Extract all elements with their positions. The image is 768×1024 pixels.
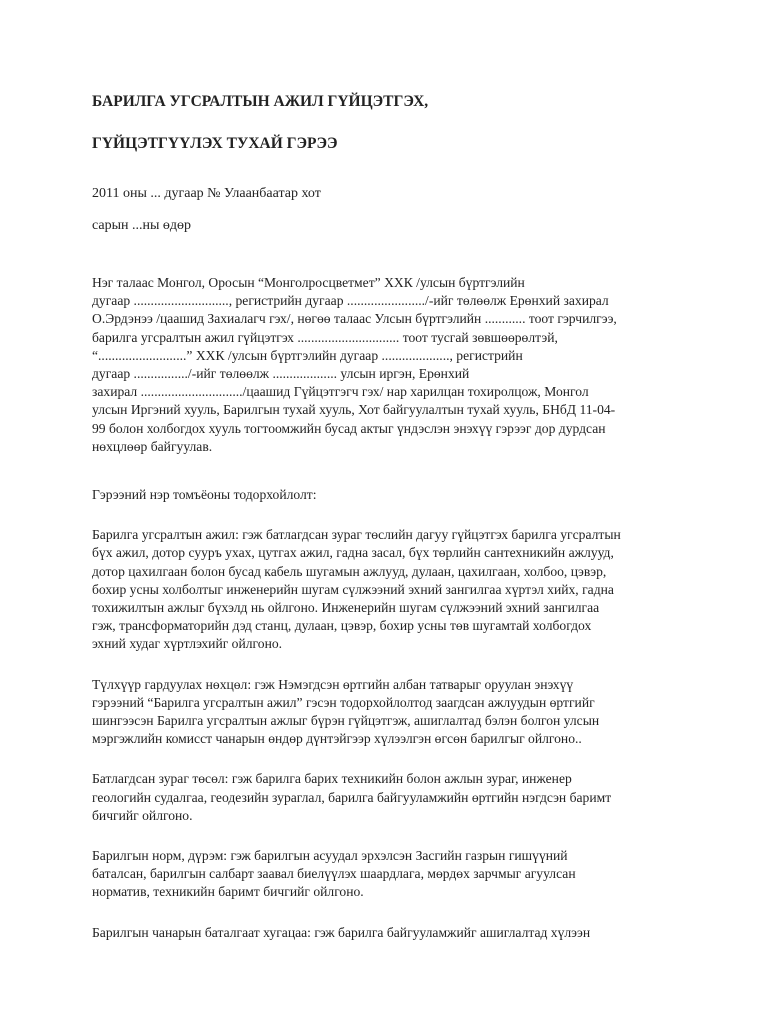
building-norms-definition [92, 847, 682, 902]
warranty-definition [92, 924, 682, 942]
text-line: Барилгын чанарын баталгаат хугацаа: гэж барилга байгууламжийг ашиглалтад хүлээн [92, 924, 591, 940]
text-line: мэргэжлийн комисст чанарын өндөр дүнтэйгээр хүлээлгэн өгсөн барилгыг ойлгоно.. [92, 731, 582, 747]
document-title-line-2: ГҮЙЦЭТГҮҮЛЭХ ТУХАЙ ГЭРЭЭ [92, 135, 338, 152]
text-line: О.Эрдэнээ /цаашид Захиалагч гэх/, нөгөө талаас Улсын бүртгэлийн ............ тоот гэрчилгээ, [92, 311, 617, 327]
text-line: захирал ............................../цаашид Гүйцэтгэгч гэх/ нар харилцан тохиролцож, Монгол [92, 384, 589, 400]
text-line: дугаар ................/-ийг төлөөлж ................... улсын иргэн, Ерөнхий [92, 366, 470, 382]
text-line: дотор цахилгаан болон бусад кабель шугамын ажлууд, дулаан, цахилгаан, холбоо, цэвэр, [92, 563, 607, 579]
text-line: гэж, трансформаторийн дэд станц, дулаан, цэвэр, бохир усны төв шугамтай холбогдох [92, 618, 592, 634]
text-line: Түлхүүр гардуулах нөхцөл: гэж Нэмэгдсэн өртгийн албан татварыг оруулан энэхүү [92, 676, 574, 692]
text-line: Батлагдсан зураг төсөл: гэж барилга барих техникийн болон ажлын зураг, инженер [92, 771, 572, 787]
intro-paragraph [92, 274, 682, 456]
date-line: 2011 оны ... дугаар № Улаанбаатар хот [92, 186, 321, 201]
text-line: 99 болон холбогдох хууль тогтоомжийн бусад актыг үндэслэн энэхүү гэрээг дор дурдсан [92, 420, 606, 436]
text-line: шингээсэн Барилга угсралтын ажлыг бүрэн гүйцэтгэж, ашиглалтад бэлэн болгон улсын [92, 713, 600, 729]
text-line: Барилга угсралтын ажил: гэж батлагдсан зураг төслийн дагуу гүйцэтгэх барилга угсралтын [92, 527, 621, 543]
text-line: баталсан, барилгын салбарт заавал биелүүлэх шаардлага, мөрдөх зарчмыг агуулсан [92, 866, 576, 882]
text-line: Барилгын норм, дүрэм: гэж барилгын асуудал эрхэлсэн Засгийн газрын гишүүний [92, 848, 568, 864]
text-line: норматив, техникийн баримт бичгийг ойлгоно. [92, 884, 364, 900]
document-title-line-1: БАРИЛГА УГСРАЛТЫН АЖИЛ ГҮЙЦЭТГЭХ, [92, 93, 429, 110]
text-line: тохижилтын ажлыг бүхэлд нь ойлгоно. Инженерийн шугам сүлжээний эхний зангилгаа [92, 600, 600, 616]
text-line: бүх ажил, дотор сууръ ухах, цутгах ажил, гадна засал, бүх төрлийн сантехникийн ажлууд, [92, 545, 614, 561]
text-line: эхний худаг хүртлэхийг ойлгоно. [92, 636, 283, 652]
text-line: барилга угсралтын ажил гүйцэтгэх .............................. тоот тусгай зөвшөөрөлтэй, [92, 329, 558, 345]
definitions-heading-text: Гэрээний нэр томъёоны тодорхойлолт: [92, 487, 317, 503]
document-page [92, 92, 682, 942]
text-line: дугаар ............................, регистрийн дугаар ......................./-ийг төлөөлж Ерөнхий захирал [92, 293, 609, 309]
text-line: бичгийг ойлгоно. [92, 807, 193, 823]
definitions-heading [92, 486, 682, 504]
text-line: нөхцлөөр байгуулав. [92, 438, 213, 454]
text-line: гэрээний “Барилга угсралтын ажил” гэсэн тодорхойлолтод заагдсан ажлуудын өртгийг [92, 694, 595, 710]
turnkey-definition [92, 676, 682, 749]
building-work-definition [92, 526, 682, 653]
day-line: сарын ...ны өдөр [92, 218, 192, 233]
text-line: бохир усны холболтыг инженерийн шугам сүлжээний эхний зангилгаа хүртэл хийх, гадна [92, 581, 614, 597]
text-line: геологийн судалгаа, геодезийн зураглал, барилга байгууламжийн өртгийн нэгдсэн баримт [92, 789, 612, 805]
approved-design-definition [92, 770, 682, 825]
text-line: Нэг талаас Монгол, Оросын “Монголросцветмет” ХХК /улсын бүртгэлийн [92, 275, 525, 290]
text-line: улсын Иргэний хууль, Барилгын тухай хууль, Хот байгуулалтын тухай хууль, БНбД 11-04- [92, 402, 616, 418]
text-line: “..........................” ХХК /улсын бүртгэлийн дугаар ...................., регистрийн [92, 347, 523, 363]
